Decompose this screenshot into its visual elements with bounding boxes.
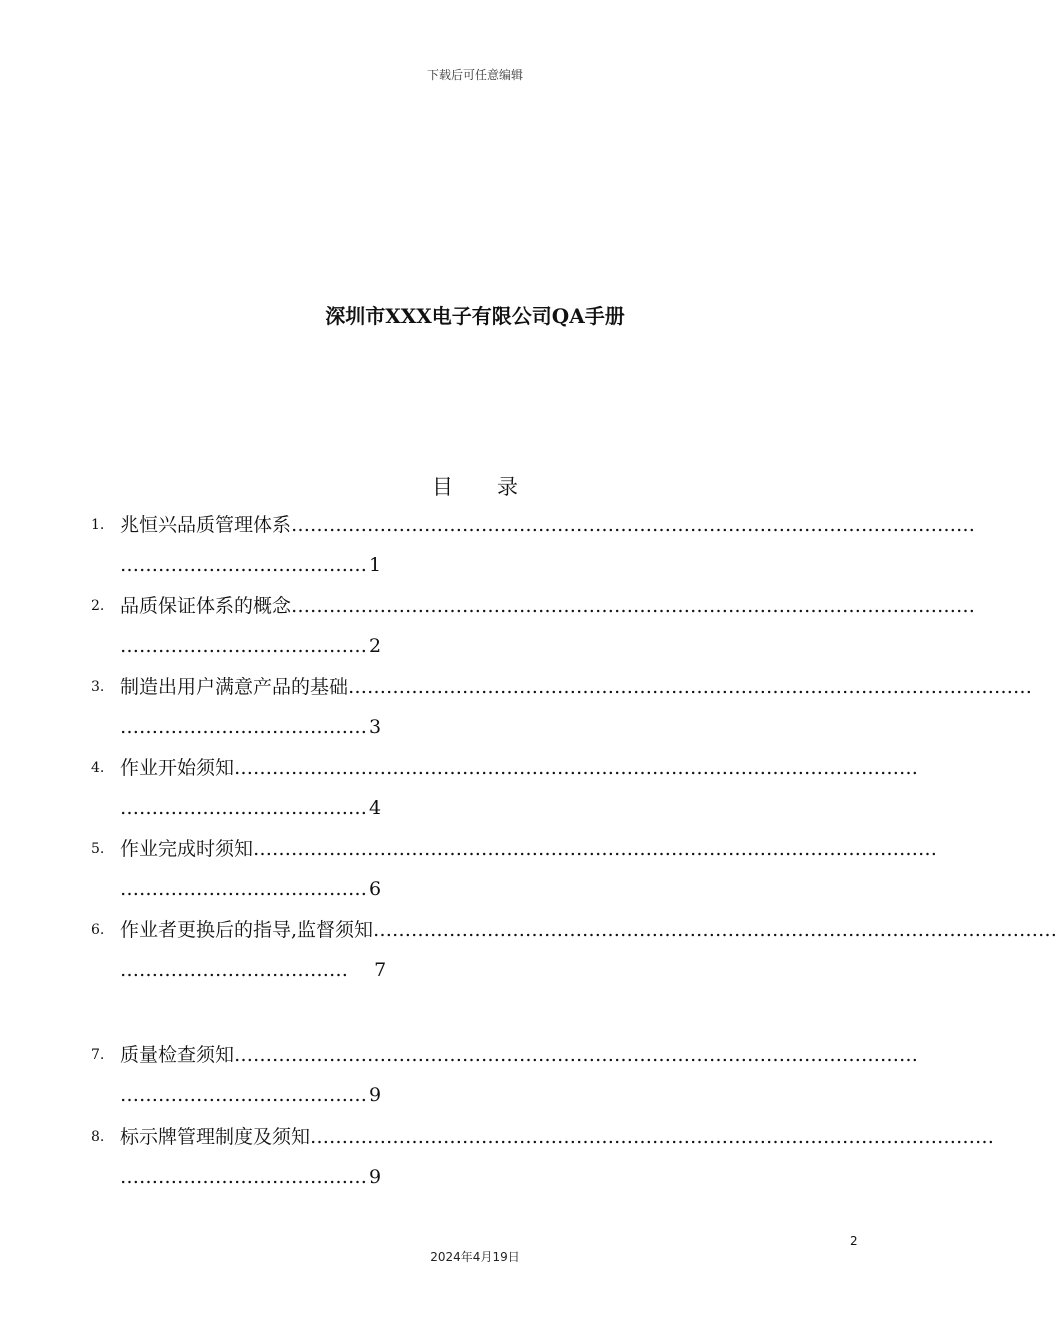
toc-item-title: 质量检查须知 [120, 1044, 235, 1066]
toc-item-number: 1. [91, 517, 105, 533]
page-header: 下载后可任意编辑 [426, 68, 523, 82]
toc-item-title: 作业完成时须知 [120, 838, 254, 860]
toc-leader-dots: ……………………………………………………………………………………………… [253, 838, 938, 860]
toc-item-number: 3. [91, 679, 105, 695]
toc-item-number: 8. [91, 1129, 105, 1145]
toc-leader-dots: ………………………………… [120, 1084, 367, 1106]
toc-item-title: 作业者更换后的指导,监督须知 [120, 919, 374, 941]
toc-item-page: 9 [369, 1166, 382, 1188]
toc-item-number: 5. [91, 841, 105, 857]
toc-leader-dots: ………………………………… [120, 797, 367, 819]
toc-leader-dots: ……………………………………………………………………………………………… [234, 757, 919, 779]
toc-item-title: 制造出用户满意产品的基础 [120, 676, 349, 698]
toc-leader-dots: ………………………………… [120, 635, 367, 657]
toc-leader-dots: ……………………………………………………………………………………………… [348, 676, 1033, 698]
toc-item[interactable] [0, 836, 950, 916]
toc-leader-dots: ………………………………… [120, 716, 367, 738]
toc-item-number: 2. [91, 598, 105, 614]
toc-heading-right: 录 [497, 475, 518, 499]
toc-item-number: 4. [91, 760, 105, 776]
toc-heading [0, 471, 950, 501]
footer-date: 2024年4月19日 [430, 1250, 520, 1264]
toc-leader-dots: ……………………………………………………………………………………………… [373, 919, 1057, 941]
toc-leader-dots: ……………………………………………………………………………………………… [310, 1126, 995, 1148]
toc-item-title: 品质保证体系的概念 [120, 595, 292, 617]
toc-item-title: 标示牌管理制度及须知 [120, 1126, 311, 1148]
toc-leader-dots: ……………………………………………………………………………………………… [291, 595, 976, 617]
toc-leader-dots: ………………………………… [120, 878, 367, 900]
toc-item[interactable] [0, 1124, 995, 1204]
toc-item[interactable] [0, 593, 976, 673]
toc-leader-dots: ……………………………………………………………………………………………… [234, 1044, 919, 1066]
toc-item-number: 7. [91, 1047, 105, 1063]
toc-item[interactable] [0, 674, 1033, 754]
toc-item[interactable] [0, 755, 950, 835]
toc-item-number: 6. [91, 922, 105, 938]
toc-item-page: 1 [369, 554, 382, 576]
document-title: 深圳市XXX电子有限公司QA手册 [325, 304, 625, 328]
toc-item-page: 6 [369, 878, 382, 900]
toc-item-title: 兆恒兴品质管理体系 [120, 514, 292, 536]
toc-leader-dots: ………………………………… [120, 1166, 367, 1188]
toc-item[interactable] [0, 917, 1057, 997]
toc-leader-dots: ………………………………… [120, 554, 367, 576]
toc-item[interactable] [0, 512, 976, 592]
toc-item-page: 9 [369, 1084, 382, 1106]
toc-item-page: 7 [374, 959, 387, 981]
toc-leader-dots: ……………………………… [120, 959, 373, 981]
toc-item-page: 4 [369, 797, 382, 819]
toc-item-title: 作业开始须知 [120, 757, 235, 779]
page-number: 2 [850, 1234, 858, 1248]
toc-leader-dots: ……………………………………………………………………………………………… [291, 514, 976, 536]
toc-item[interactable] [0, 1042, 950, 1122]
toc-item-page: 2 [369, 635, 382, 657]
toc-item-page: 3 [369, 716, 382, 738]
toc-heading-left: 目 [432, 475, 453, 499]
